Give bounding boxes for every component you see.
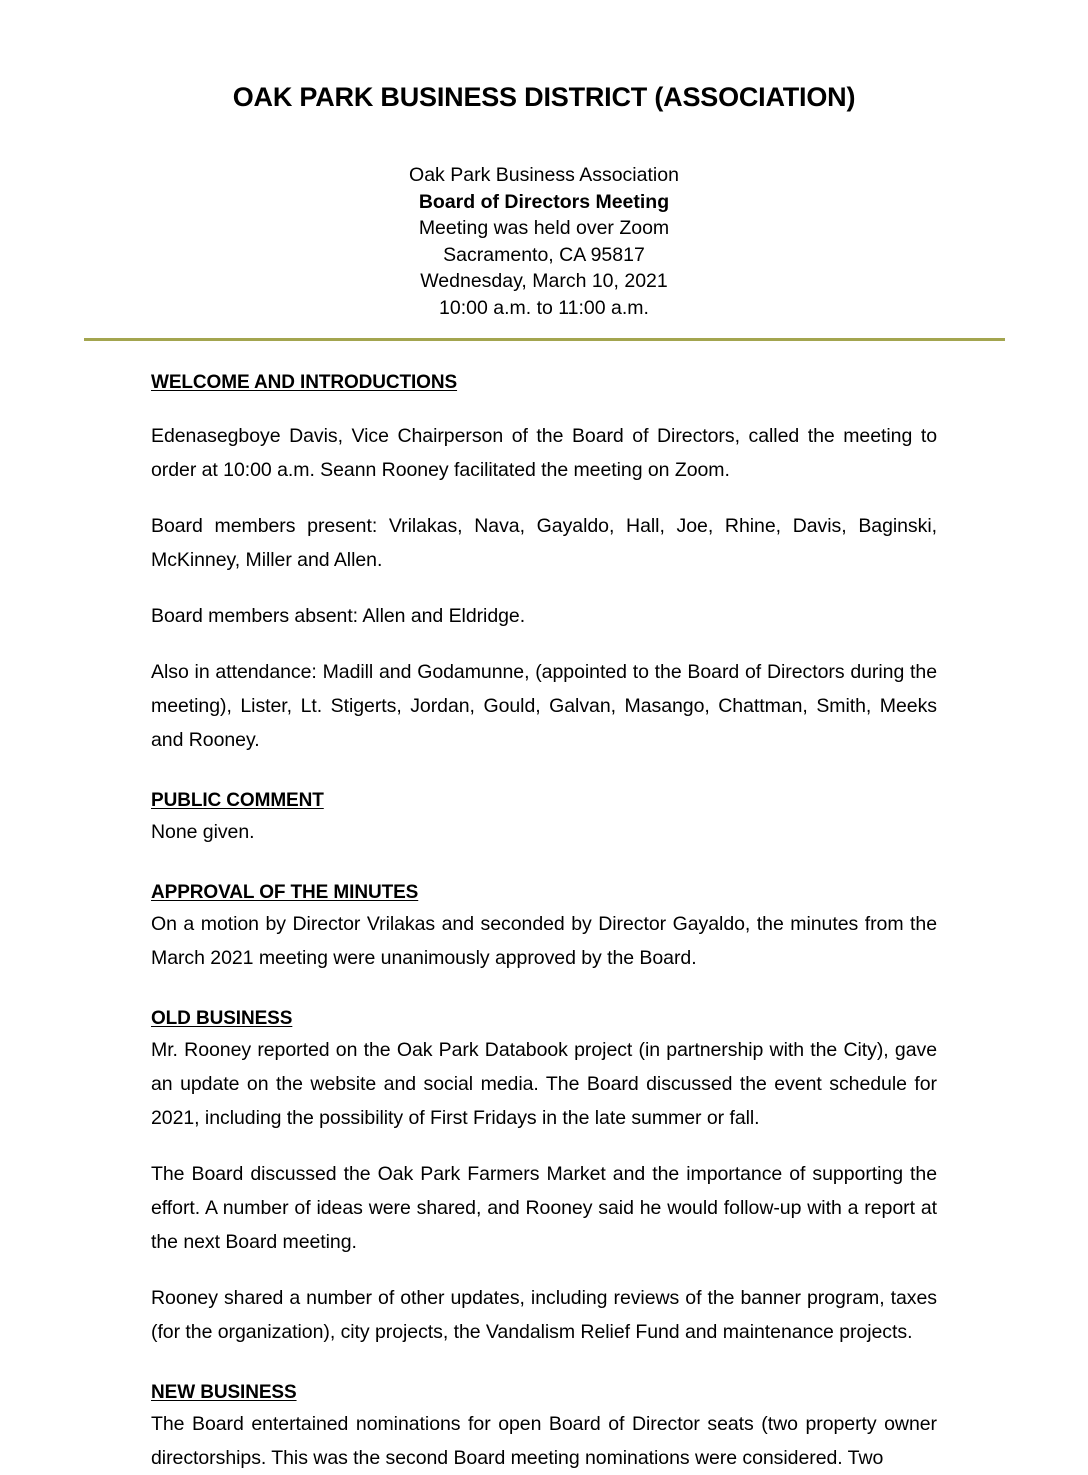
welcome-paragraph-4: Also in attendance: Madill and Godamunne, (appointed to the Board of Directors during the meeting), Lister, Lt. Stigerts, Jordan, Gould, Galvan, Masango, Chattman, Smith, Meeks and Rooney. — [151, 661, 937, 752]
section-heading-old-business: OLD BUSINESS — [151, 1008, 293, 1030]
old-business-paragraph-3: Rooney shared a number of other updates, including reviews of the banner program, taxes (for the organization), city projects, the Vandalism Relief Fund and maintenance projects. — [151, 1287, 937, 1344]
welcome-paragraph-2: Board members present: Vrilakas, Nava, Gayaldo, Hall, Joe, Rhine, Davis, Baginski, McKinney, Miller and Allen. — [151, 515, 937, 572]
welcome-paragraph-3: Board members absent: Allen and Eldridge. — [151, 605, 526, 628]
new-business-paragraph-1: The Board entertained nominations for open Board of Director seats (two property owner directorships. This was the second Board meeting nominations were considered. Two — [151, 1413, 937, 1470]
document-body — [151, 341, 937, 1475]
public-comment-paragraph-1: None given. — [151, 821, 255, 844]
section-heading-welcome: WELCOME AND INTRODUCTIONS — [151, 372, 458, 394]
organization-name: Oak Park Business Association — [409, 164, 679, 187]
document-page — [0, 18, 1088, 1470]
location-note: Meeting was held over Zoom — [418, 217, 670, 240]
meeting-header-block — [0, 162, 1088, 321]
city-state-zip: Sacramento, CA 95817 — [443, 243, 645, 266]
section-heading-new-business: NEW BUSINESS — [151, 1382, 297, 1404]
meeting-time: 10:00 a.m. to 11:00 a.m. — [439, 296, 649, 319]
meeting-type: Board of Directors Meeting — [418, 190, 670, 213]
old-business-paragraph-2: The Board discussed the Oak Park Farmers Market and the importance of supporting the effort. A number of ideas were shared, and Rooney said he would follow-up with a report at the next Board meeting. — [151, 1163, 937, 1254]
approval-paragraph-1: On a motion by Director Vrilakas and seconded by Director Gayaldo, the minutes from the March 2021 meeting were unanimously approved by the Board. — [151, 913, 937, 970]
meeting-date: Wednesday, March 10, 2021 — [420, 270, 668, 293]
old-business-paragraph-1: Mr. Rooney reported on the Oak Park Databook project (in partnership with the City), gave an update on the website and social media. The Board discussed the event schedule for 2021, including the possibility of First Fridays in the late summer or fall. — [151, 1039, 937, 1130]
section-heading-public-comment: PUBLIC COMMENT — [151, 790, 324, 812]
welcome-paragraph-1: Edenasegboye Davis, Vice Chairperson of the Board of Directors, called the meeting to order at 10:00 a.m. Seann Rooney facilitated the meeting on Zoom. — [151, 425, 937, 482]
page-title: OAK PARK BUSINESS DISTRICT (ASSOCIATION) — [232, 82, 856, 113]
section-heading-approval-of-minutes: APPROVAL OF THE MINUTES — [151, 882, 419, 904]
